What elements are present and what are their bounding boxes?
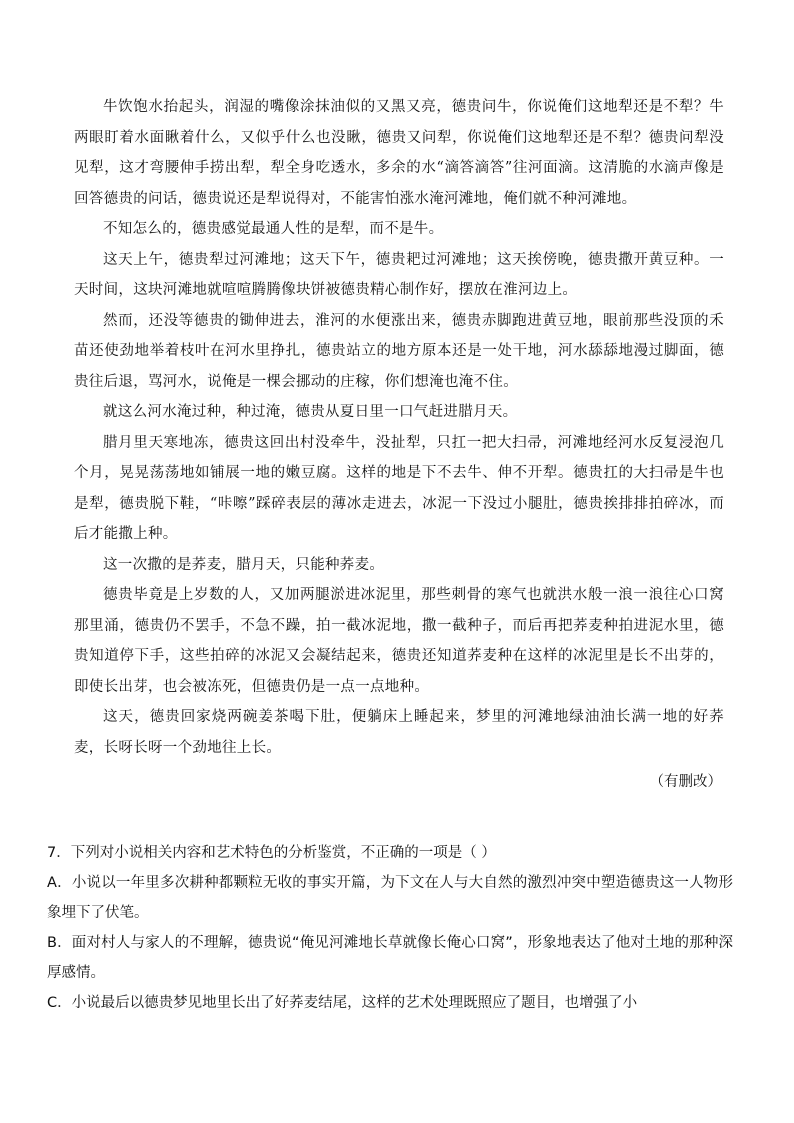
story-paragraph-5: 就这么河水淹过种，种过淹，德贵从夏日里一口气赶进腊月天。: [103, 404, 518, 420]
story-paragraph-8: 德贵毕竟是上岁数的人，又加两腿淤进冰泥里，那些刺骨的寒气也就洪水般一浪一浪往心口窝那里涌，德贵仍不罢手，不急不躁，拍一截冰泥地，撒一截种子，而后再把荞麦种拍进泥水里，德贵知道停下手，这些拍碎的冰泥又会凝结起来，德贵还知道荞麦种在这样的冰泥里是长不出芽的，即使长出芽，也会被冻死，但德贵仍是一点一点地种。: [74, 587, 724, 695]
question-7: [47, 838, 733, 1018]
option-c: C．小说最后以德贵梦见地里长出了好荞麦结尾，这样的艺术处理既照应了题目，也增强了小: [47, 995, 638, 1011]
story-paragraph-3: 这天上午，德贵犁过河滩地；这天下午，德贵耙过河滩地；这天挨傍晚，德贵撒开黄豆种。一天时间，这块河滩地就喧喧腾腾像块饼被德贵精心制作好，摆放在淮河边上。: [74, 251, 724, 298]
story-paragraph-9: 这天，德贵回家烧两碗姜茶喝下肚，便躺床上睡起来，梦里的河滩地绿油油长满一地的好荞麦，长呀长呀一个劲地往上长。: [74, 709, 724, 756]
question-title: 7．下列对小说相关内容和艺术特色的分析鉴赏，不正确的一项是（ ）: [47, 845, 496, 861]
story-paragraph-6: 腊月里天寒地冻，德贵这回出村没牵牛，没扯犁，只扛一把大扫帚，河滩地经河水反复浸泡几个月，晃晃荡荡地如铺展一地的嫩豆腐。这样的地是下不去牛、伸不开犁。德贵扛的大扫帚是牛也是犁，德贵脱下鞋，“咔嚓”踩碎表层的薄冰走进去，冰泥一下没过小腿肚，德贵挨排排拍碎冰，而后才能撒上种。: [74, 434, 724, 542]
story-paragraph-2: 不知怎么的，德贵感觉最通人性的是犁，而不是牛。: [103, 221, 444, 237]
story-paragraph-4: 然而，还没等德贵的锄伸进去，淮河的水便涨出来，德贵赤脚跑进黄豆地，眼前那些没顶的禾苗还使劲地举着枝叶在河水里挣扎，德贵站立的地方原本还是一处干地，河水舔舔地漫过脚面，德贵往后退，骂河水，说俺是一棵会挪动的庄稼，你们想淹也淹不住。: [74, 312, 724, 390]
story-paragraph-1: 牛饮饱水抬起头，润湿的嘴像涂抹油似的又黑又亮，德贵问牛，你说俺们这地犁还是不犁？牛两眼盯着水面瞅着什么，又似乎什么也没瞅，德贵又问犁，你说俺们这地犁还是不犁？德贵问犁没见犁，这才弯腰伸手捞出犁，犁全身吃透水，多余的水“滴答滴答”往河面滴。这清脆的水滴声像是回答德贵的问话，德贵说还是犁说得对，不能害怕涨水淹河滩地，俺们就不种河滩地。: [74, 99, 724, 207]
story-paragraph-7: 这一次撒的是荞麦，腊月天，只能种荞麦。: [103, 556, 385, 573]
story-text: [74, 92, 724, 797]
option-b: B．面对村人与家人的不理解，德贵说“俺见河滩地长草就像长俺心口窝”，形象地表达了他对土地的那种深厚感情。: [47, 935, 733, 981]
option-a: A．小说以一年里多次耕种都颗粒无收的事实开篇，为下文在人与大自然的激烈冲突中塑造德贵这一人物形象埋下了伏笔。: [47, 875, 733, 921]
source-note: （有删改）: [649, 774, 722, 790]
